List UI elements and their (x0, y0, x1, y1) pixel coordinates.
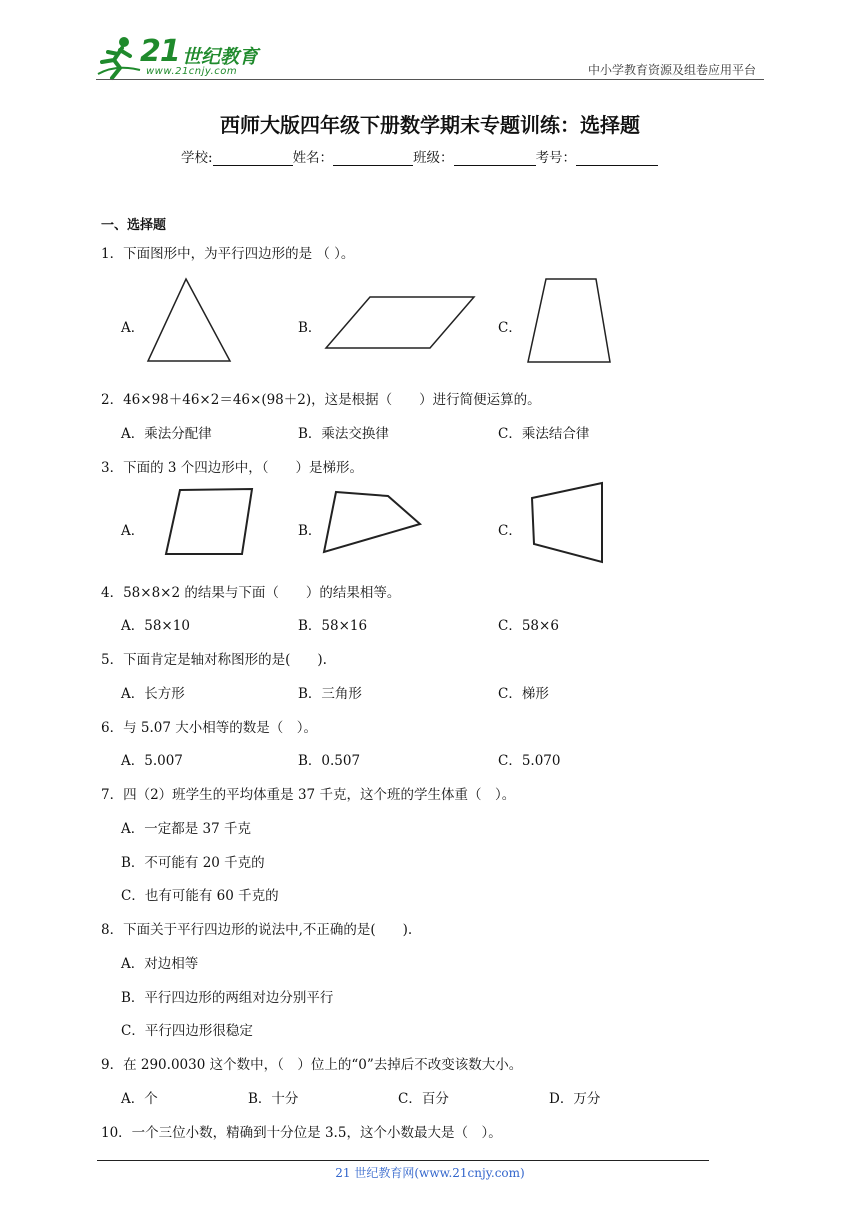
q9-option-b[interactable]: B．十分 (248, 1091, 299, 1107)
right-trapezoid-icon (530, 482, 604, 564)
irregular-quadrilateral-icon (322, 490, 422, 554)
header-divider (96, 79, 764, 80)
q5-option-a[interactable]: A．长方形 (121, 686, 185, 702)
q5-option-c[interactable]: C．梯形 (498, 686, 549, 702)
q8-option-b[interactable]: B．平行四边形的两组对边分别平行 (121, 990, 334, 1006)
q7-option-b[interactable]: B．不可能有 20 千克的 (121, 855, 265, 871)
number-label: 考号： (535, 150, 577, 166)
site-logo (96, 34, 266, 80)
logo-number: 21 (140, 34, 180, 69)
question-7-stem: 7．四（2）班学生的平均体重是 37 千克，这个班的学生体重（ ）。 (101, 787, 516, 803)
q3-option-b[interactable]: B． (298, 523, 322, 539)
footer-link[interactable]: 21 世纪教育网(www.21cnjy.com) (335, 1166, 525, 1180)
q6-option-c[interactable]: C．5.070 (498, 753, 561, 769)
q4-option-c[interactable]: C．58×6 (498, 618, 559, 634)
trapezoid-icon (526, 278, 612, 364)
school-label: 学校: (181, 150, 213, 166)
q8-option-a[interactable]: A．对边相等 (121, 956, 199, 972)
q7-option-c[interactable]: C．也有可能有 60 千克的 (121, 888, 279, 904)
school-blank[interactable] (213, 151, 293, 166)
parallelogram-icon (324, 296, 476, 350)
class-blank[interactable] (454, 151, 536, 166)
slanted-parallelogram-icon (164, 488, 254, 556)
q2-option-c[interactable]: C．乘法结合律 (498, 426, 590, 442)
page-title: 西师大版四年级下册数学期末专题训练：选择题 (220, 113, 640, 137)
q5-option-b[interactable]: B．三角形 (298, 686, 362, 702)
q1-option-a[interactable]: A． (121, 320, 145, 336)
q3-option-a[interactable]: A． (121, 523, 145, 539)
question-5-stem: 5．下面肯定是轴对称图形的是( ). (101, 652, 327, 668)
question-2-stem: 2．46×98＋46×2＝46×(98＋2)，这是根据（ ）进行简便运算的。 (101, 392, 541, 408)
question-9-stem: 9．在 290.0030 这个数中，（ ）位上的“0”去掉后不改变该数大小。 (101, 1057, 523, 1073)
q8-option-c[interactable]: C．平行四边形很稳定 (121, 1023, 253, 1039)
q6-option-b[interactable]: B．0.507 (298, 753, 361, 769)
logo-text: 世纪教育 (182, 46, 259, 68)
q2-option-a[interactable]: A．乘法分配律 (121, 426, 212, 442)
q9-option-c[interactable]: C．百分 (398, 1091, 449, 1107)
q9-option-a[interactable]: A．个 (121, 1091, 158, 1107)
q1-option-c[interactable]: C． (498, 320, 522, 336)
header-platform-text: 中小学教育资源及组卷应用平台 (587, 63, 756, 77)
class-label: 班级： (413, 150, 454, 166)
question-1-stem: 1．下面图形中，为平行四边形的是 （ ）。 (101, 246, 355, 262)
question-10-stem: 10．一个三位小数，精确到十分位是 3.5，这个小数最大是（ ）。 (101, 1125, 502, 1141)
q7-option-a[interactable]: A．一定都是 37 千克 (121, 821, 252, 837)
footer-divider (97, 1160, 709, 1161)
section-heading: 一、选择题 (101, 218, 167, 233)
q4-option-b[interactable]: B．58×16 (298, 618, 368, 634)
logo-url: www.21cnjy.com (146, 66, 238, 77)
question-6-stem: 6．与 5.07 大小相等的数是（ ）。 (101, 720, 317, 736)
q3-option-c[interactable]: C． (498, 523, 522, 539)
triangle-icon (146, 278, 232, 363)
question-3-stem: 3．下面的 3 个四边形中，（ ）是梯形。 (101, 460, 364, 476)
q4-option-a[interactable]: A．58×10 (121, 618, 190, 634)
name-label: 姓名： (292, 150, 334, 166)
runner-icon (96, 34, 142, 78)
question-4-stem: 4．58×8×2 的结果与下面（ ）的结果相等。 (101, 585, 401, 601)
question-8-stem: 8．下面关于平行四边形的说法中,不正确的是( ). (101, 922, 413, 938)
q1-option-b[interactable]: B． (298, 320, 322, 336)
student-info-line (181, 146, 658, 166)
number-blank[interactable] (576, 151, 658, 166)
q2-option-b[interactable]: B．乘法交换律 (298, 426, 389, 442)
name-blank[interactable] (333, 151, 413, 166)
q6-option-a[interactable]: A．5.007 (121, 753, 183, 769)
q9-option-d[interactable]: D．万分 (549, 1091, 601, 1107)
